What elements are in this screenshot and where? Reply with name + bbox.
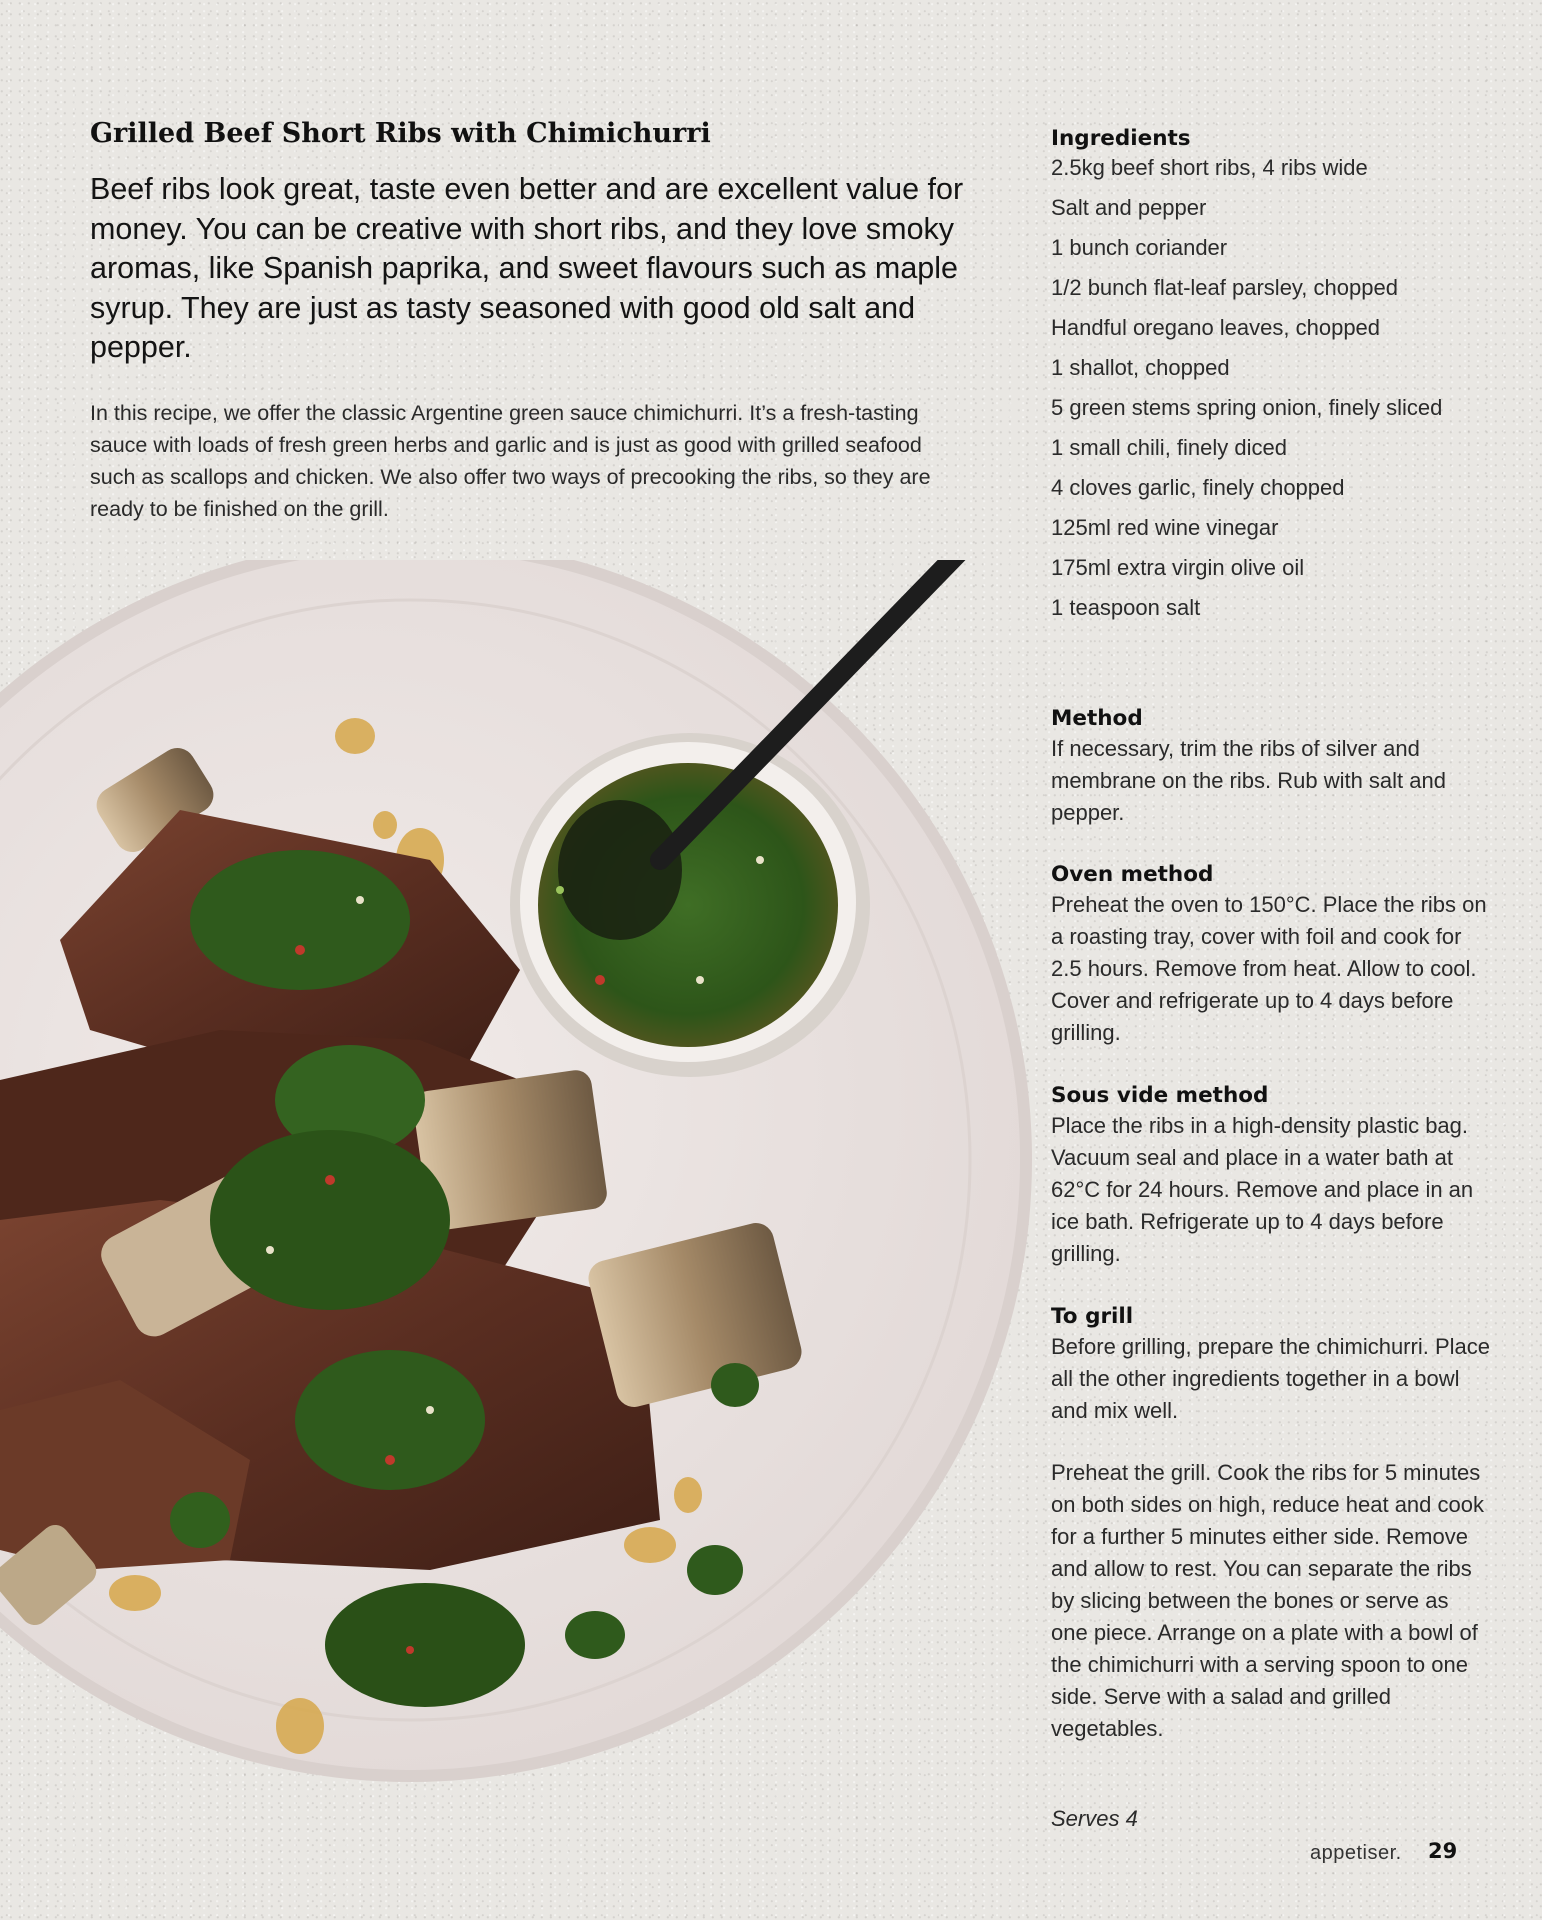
method-text: If necessary, trim the ribs of silver and membrane on the ribs. Rub with salt and pepper. [1051,736,1446,825]
oven-method-text: Preheat the oven to 150°C. Place the ribs on a roasting tray, cover with foil and cook for 2.5 hours. Remove from heat. Allow to cool. Cover and refrigerate up to 4 days before grilling. [1051,892,1487,1045]
ingredients-list [1051,153,1491,628]
recipe-lead-paragraph: Beef ribs look great, taste even better and are excellent value for money. You can be creative with short ribs, and they love smoky aromas, like Spanish paprika, and sweet flavours such as maple syrup. They are just as tasty seasoned with good old salt and pepper. [90,172,964,364]
to-grill-section [1051,1303,1491,1745]
ingredient-item: 4 cloves garlic, finely chopped [1051,475,1345,500]
ingredients-section [1051,125,1491,628]
oven-method-heading: Oven method [1051,862,1214,887]
method-section [1051,705,1491,829]
ingredient-item: 1/2 bunch flat-leaf parsley, chopped [1051,275,1398,300]
ingredient-item: 1 bunch coriander [1051,235,1228,260]
to-grill-text-2: Preheat the grill. Cook the ribs for 5 minutes on both sides on high, reduce heat and cook for a further 5 minutes either side. Remove and allow to rest. You can separate the ribs by slicing between the bones or serve as one piece. Arrange on a plate with a bowl of the chimichurri with a serving spoon to one side. Serve with a salad and grilled vegetables. [1051,1460,1484,1741]
footer-section-name: appetiser. [1310,1842,1402,1864]
ingredient-item: 125ml red wine vinegar [1051,515,1279,540]
recipe-intro-paragraph: In this recipe, we offer the classic Argentine green sauce chimichurri. It’s a fresh-tasting sauce with loads of fresh green herbs and garlic and is just as good with grilled seafood such as scallops and chicken. We also offer two ways of precooking the ribs, so they are ready to be finished on the grill. [90,401,931,521]
sous-vide-method-section [1051,1082,1491,1270]
page-number: 29 [1428,1839,1458,1863]
food-photo [0,560,1060,1920]
method-heading: Method [1051,706,1143,731]
ingredient-item: 1 teaspoon salt [1051,595,1201,620]
ingredient-item: 2.5kg beef short ribs, 4 ribs wide [1051,155,1368,180]
ingredient-item: 1 shallot, chopped [1051,355,1230,380]
serves-note: Serves 4 [1051,1806,1138,1831]
ingredient-item: Handful oregano leaves, chopped [1051,315,1381,340]
sous-vide-method-heading: Sous vide method [1051,1083,1269,1108]
ingredient-item: 5 green stems spring onion, finely sliced [1051,395,1443,420]
sous-vide-method-text: Place the ribs in a high-density plastic bag. Vacuum seal and place in a water bath at 62°C for 24 hours. Remove and place in an ice bath. Refrigerate up to 4 days before grilling. [1051,1113,1474,1266]
ingredients-heading: Ingredients [1051,126,1191,151]
oven-method-section [1051,861,1491,1049]
recipe-title: Grilled Beef Short Ribs with Chimichurri [90,118,711,149]
to-grill-text-1: Before grilling, prepare the chimichurri. Place all the other ingredients together in a bowl and mix well. [1051,1334,1490,1423]
ingredient-item: 175ml extra virgin olive oil [1051,555,1305,580]
to-grill-heading: To grill [1051,1304,1134,1329]
ingredient-item: Salt and pepper [1051,195,1207,220]
chimichurri-bowl [510,733,870,1077]
ingredient-item: 1 small chili, finely diced [1051,435,1287,460]
